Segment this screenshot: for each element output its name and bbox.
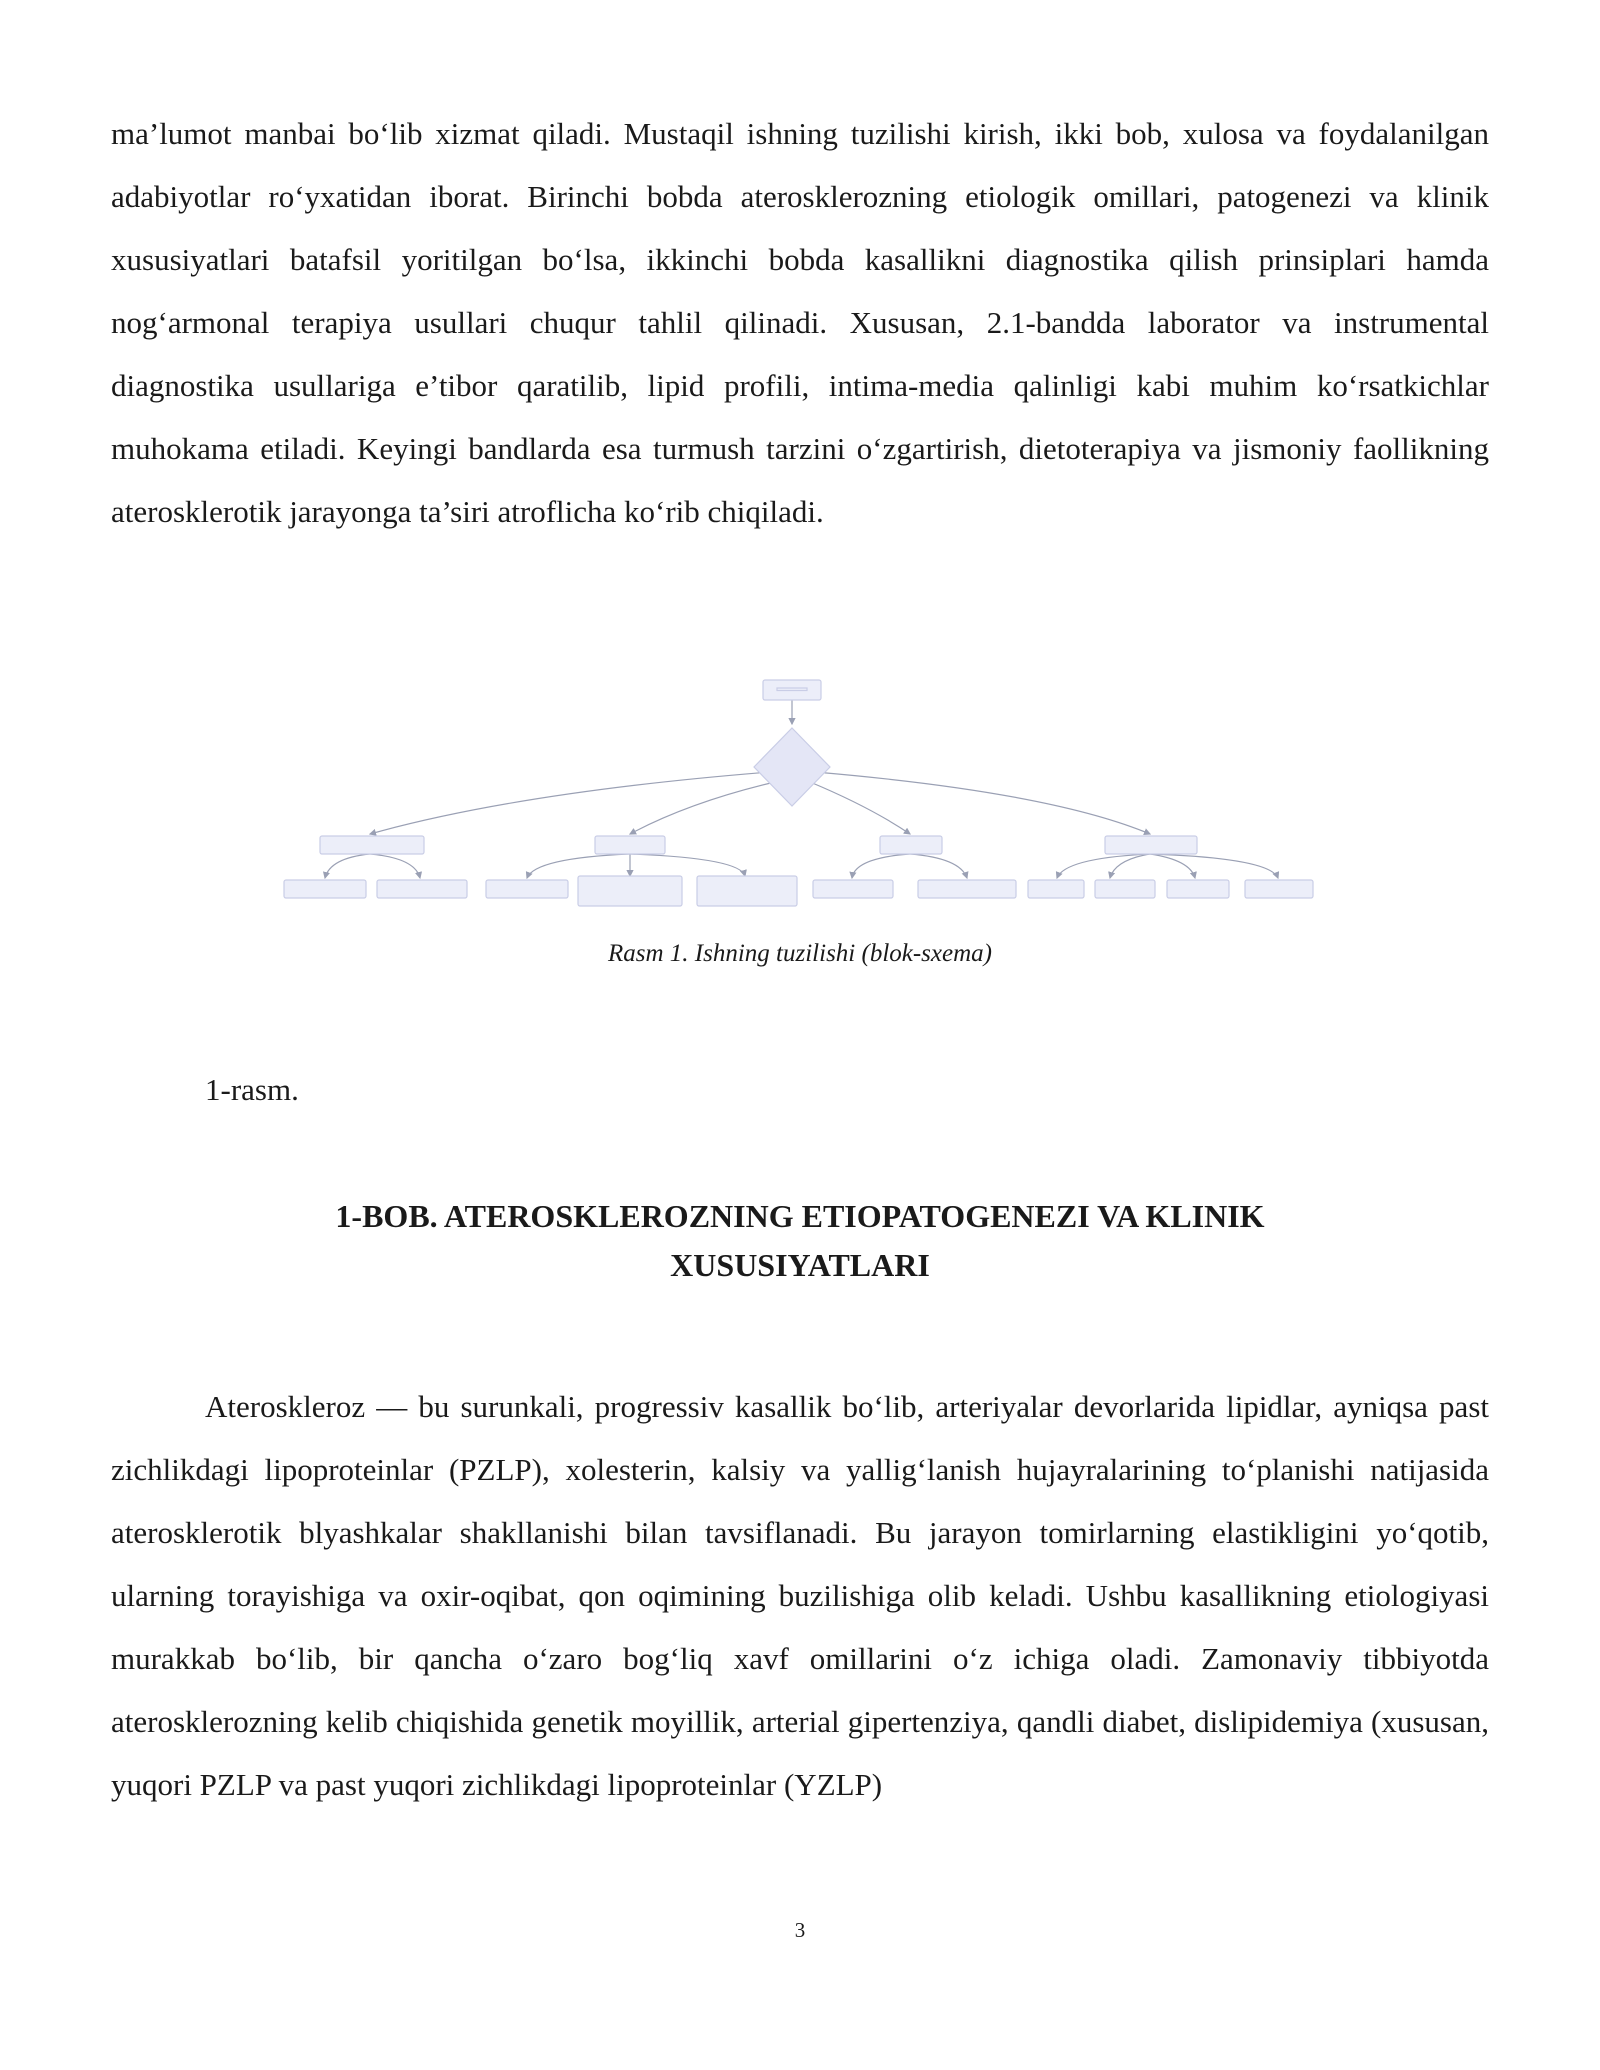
chapter-paragraph: Ateroskleroz — bu surunkali, progressiv kasallik bo‘lib, arteriyalar devorlarida lipidlar, ayniqsa past zichlikdagi lipoproteinlar (PZLP), xolesterin, kalsiy va yallig‘lanish hujayralarining to‘planishi natijasida aterosklerotik blyashkalar shakllanishi bilan tavsiflanadi. Bu jarayon tomirlarning elastikligini yo‘qotib, ularning torayishiga va oxir-oqibat, qon oqimining buzilishiga olib keladi. Ushbu kasallikning etiologiyasi murakkab bo‘lib, bir qancha o‘zaro bog‘liq xavf omillarini o‘z ichiga oladi. Zamonaviy tibbiyotda aterosklerozning kelib chiqishida genetik moyillik, arterial gipertenziya, qandli diabet, dislipidemiya (xususan, yuqori PZLP va past yuqori zichlikdagi lipoproteinlar (YZLP) — [111, 1389, 1489, 1802]
edge-b3-l7 — [910, 854, 967, 878]
structure-flowchart — [270, 672, 1330, 912]
edge-b2-l3 — [527, 854, 630, 878]
edge-center-branch4 — [815, 772, 1150, 834]
chapter-heading-line-2: XUSUSIYATLARI — [670, 1247, 930, 1283]
edge-b3-l6 — [852, 854, 910, 878]
flowchart-branch-3 — [880, 836, 942, 854]
edge-center-branch3 — [810, 782, 910, 834]
edge-b4-l9 — [1110, 854, 1150, 878]
edge-center-branch2 — [630, 782, 775, 834]
chapter-heading — [200, 1192, 1400, 1290]
flowchart-leaf-11 — [1245, 880, 1313, 898]
flowchart-leaf-6 — [813, 880, 893, 898]
flowchart-leaf-3 — [486, 880, 568, 898]
flowchart-leaf-1 — [284, 880, 366, 898]
edge-center-branch1 — [370, 772, 770, 834]
intro-paragraph: ma’lumot manbai bo‘lib xizmat qiladi. Mustaqil ishning tuzilishi kirish, ikki bob, xulosa va foydalanilgan adabiyotlar ro‘yxatidan iborat. Birinchi bobda aterosklerozning etiologik omillari, patogenezi va klinik xususiyatlari batafsil yoritilgan bo‘lsa, ikkinchi bobda kasallikni diagnostika qilish prinsiplari hamda nog‘armonal terapiya usullari chuqur tahlil qilinadi. Xususan, 2.1-bandda laborator va instrumental diagnostika usullariga e’tibor qaratilib, lipid profili, intima-media qalinligi kabi muhim ko‘rsatkichlar muhokama etiladi. Keyingi bandlarda esa turmush tarzini o‘zgartirish, dietoterapiya va jismoniy faollikning aterosklerotik jarayonga ta’siri atroflicha ko‘rib chiqiladi. — [111, 116, 1489, 529]
flowchart-branch-1 — [320, 836, 424, 854]
edge-b1-l1 — [325, 854, 370, 878]
flowchart-root-node — [763, 680, 821, 700]
figure-reference: 1-rasm. — [205, 1072, 299, 1107]
flowchart-leaf-4 — [578, 876, 682, 906]
edge-b4-l10 — [1150, 854, 1195, 878]
flowchart-leaf-2 — [377, 880, 467, 898]
flowchart-leaf-8 — [1028, 880, 1084, 898]
flowchart-leaf-10 — [1167, 880, 1229, 898]
flowchart-leaf-9 — [1095, 880, 1155, 898]
flowchart-decision-node — [754, 728, 830, 806]
flowchart-branch-2 — [595, 836, 665, 854]
flowchart-leaf-7 — [918, 880, 1016, 898]
chapter-heading-line-1: 1-BOB. ATEROSKLEROZNING ETIOPATOGENEZI VA KLINIK — [335, 1198, 1265, 1234]
flowchart-branch-4 — [1105, 836, 1197, 854]
edge-b2-l5 — [630, 854, 745, 876]
edge-b1-l2 — [370, 854, 420, 878]
flowchart-leaf-5 — [697, 876, 797, 906]
page-number: 3 — [794, 1918, 806, 1942]
figure-caption: Rasm 1. Ishning tuzilishi (blok-sxema) — [608, 940, 992, 967]
